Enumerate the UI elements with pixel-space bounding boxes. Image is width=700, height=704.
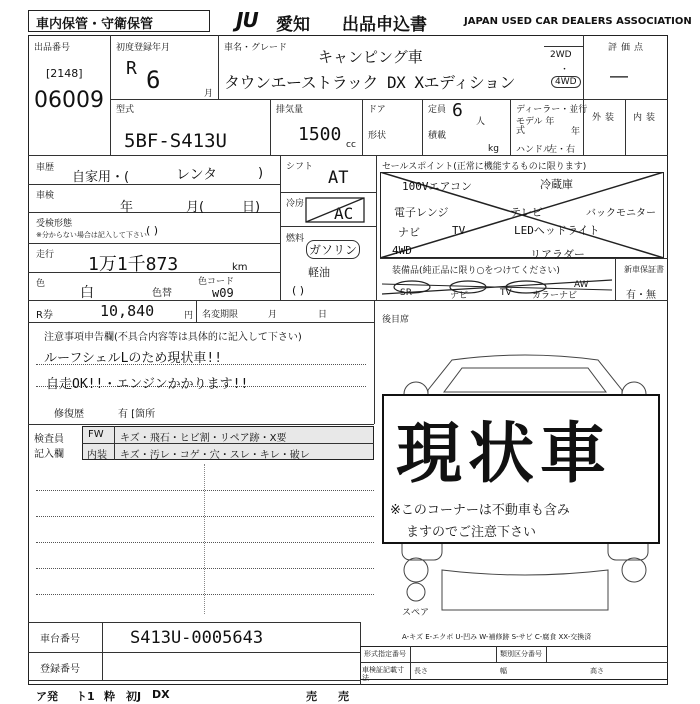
drive-dot: ・: [560, 65, 570, 75]
drive-2wd: 2WD: [550, 50, 572, 60]
ac-strike-mark: [304, 196, 366, 224]
footer-item: DX: [152, 688, 170, 701]
color-code-label: 色コード: [198, 277, 235, 287]
sales-point-item: LEDヘッドライト: [514, 224, 600, 237]
damage-legend: A-キズ E-エクボ U-凹み W-補修跡 S-サビ C-腐食 XX-交換済: [402, 633, 592, 641]
inspection-year: 年: [120, 200, 134, 215]
car-name-label: 車名・グレード: [224, 43, 288, 53]
inspection-label: 車検: [36, 191, 55, 201]
capacity-value: 6: [452, 100, 463, 121]
sales-point-item: 100Vエアコン: [402, 180, 472, 193]
inspection-month: 月(: [186, 200, 205, 215]
acceptance-label: 受検形態: [36, 219, 73, 229]
as-is-title: 現状車: [396, 415, 612, 492]
displacement-unit: cc: [346, 140, 356, 150]
storage-label: 車内保管・守衛保管: [36, 17, 154, 32]
fuel-value: ガソリン: [306, 240, 360, 259]
registration-year: 6: [146, 66, 161, 94]
lot-bracket-number: [2148]: [46, 67, 83, 80]
footer-item: 粋: [104, 690, 115, 703]
inspector-label-2: 記入欄: [34, 449, 64, 460]
car-name-line1: キャンピング車: [318, 48, 423, 66]
inspector-row1-text: キズ・飛石・ヒビ割・リペア跡・X要: [120, 433, 287, 444]
dealer-label: ディーラー・並行: [516, 105, 588, 115]
notes-line1: ルーフシェルLのため現状車!!: [44, 351, 223, 366]
spec-size-label: 車検証記載寸法: [362, 666, 404, 682]
repair-value: 有 [箇所: [118, 409, 156, 420]
footer-item: ア発: [36, 690, 58, 703]
footer-item: 売: [338, 690, 349, 703]
spec-width: 幅: [500, 667, 507, 675]
model-year-suffix: 年: [571, 127, 581, 137]
sales-point-item: 冷蔵庫: [540, 178, 573, 191]
equipment-item: ナビ: [450, 291, 469, 301]
displacement-label: 排気量: [276, 105, 304, 115]
chassis-value: S413U-0005643: [130, 628, 264, 648]
drive-4wd: 4WD: [551, 76, 581, 88]
inspector-row2-text: キズ・汚レ・コゲ・穴・スレ・キレ・破レ: [120, 450, 310, 461]
color-code-value: w09: [212, 286, 234, 300]
equipment-item: カラーナビ: [532, 291, 578, 301]
fuel-diesel: 軽油: [308, 266, 330, 279]
registration-month-suffix: 月: [204, 89, 214, 99]
name-change-day: 日: [318, 310, 328, 320]
acceptance-value: ( ): [146, 224, 159, 237]
color-repaint-label: 色替: [152, 288, 172, 299]
name-change-label: 名変期限: [202, 310, 239, 320]
repair-label: 修復歴: [54, 409, 84, 420]
color-label: 色: [36, 279, 46, 289]
load-unit: kg: [488, 144, 499, 154]
form-title: 出品申込書: [342, 15, 427, 35]
recycle-unit: 円: [184, 311, 194, 321]
fuel-label: 燃料: [286, 234, 305, 244]
rating-label: 評価点: [608, 43, 648, 53]
shift-value: AT: [328, 168, 349, 188]
as-is-note-line1: ※このコーナーは不動車も含み: [390, 503, 570, 518]
warranty-value: 有・無: [626, 290, 656, 301]
lot-number: 06009: [34, 88, 104, 113]
color-value: 白: [80, 285, 94, 301]
recycle-label: R券: [36, 310, 53, 321]
spec-shape-label: 形式指定番号: [364, 650, 406, 658]
footer-item: 初J: [126, 690, 142, 703]
handle-value: 左・右: [548, 145, 576, 155]
inspector-row1-head: FW: [88, 429, 104, 440]
rating-value: ―: [610, 66, 628, 87]
model-label: 型式: [116, 105, 135, 115]
model-value: 5BF-S413U: [124, 130, 227, 152]
ju-logo: JU: [236, 8, 258, 32]
notes-label: 注意事項申告欄(不具合内容等は具体的に記入して下さい): [44, 332, 302, 343]
spare-label: スペア: [402, 608, 430, 618]
footer-item: ト1: [76, 690, 95, 703]
org-name: 愛知: [276, 15, 310, 35]
ac-value: AC: [334, 204, 354, 223]
mileage-label: 走行: [36, 250, 55, 260]
capacity-unit: 人: [476, 117, 486, 127]
shift-label: シフト: [286, 162, 314, 172]
doors-label: ドア: [368, 105, 386, 115]
org-english: JAPAN USED CAR DEALERS ASSOCIATION: [464, 16, 692, 27]
name-change-month: 月: [268, 310, 278, 320]
equipment-item: AW: [574, 280, 589, 290]
history-label: 車歴: [36, 163, 55, 173]
inspector-row2-head: 内装: [87, 450, 107, 461]
as-is-note-line2: ますのでご注意下さい: [406, 525, 537, 540]
car-name-line2: タウンエーストラック DX Xエディション: [224, 73, 515, 92]
fuel-paren: ( ): [292, 284, 305, 297]
spec-class-label: 類別区分番号: [500, 650, 542, 658]
acceptance-note: ※分からない場合は記入して下さい: [36, 231, 147, 239]
sales-point-item: リアラダー: [530, 248, 585, 261]
spec-length: 長さ: [414, 667, 428, 675]
inspection-date: 日): [242, 200, 261, 215]
reg-number-label: 登録番号: [40, 664, 80, 675]
equipment-label: 装備品(純正品に限り○をつけてください): [392, 266, 560, 276]
notes-line2: 自走OK!!・エンジンかかります!!: [46, 377, 249, 392]
ac-label: 冷房: [286, 199, 305, 209]
history-printed: 自家用・(: [72, 170, 130, 185]
capacity-label: 定員: [428, 105, 447, 115]
load-label: 積載: [428, 131, 447, 141]
sales-point-item: 4WD: [392, 244, 412, 257]
equipment-strike-mark: [382, 276, 614, 298]
registration-era: R: [126, 58, 137, 79]
bottom-seat-label: 後目席: [382, 315, 410, 325]
history-written: レンタ: [176, 167, 218, 183]
displacement-value: 1500: [298, 124, 342, 145]
sales-point-item: TV: [452, 224, 466, 237]
shape-label: 形状: [368, 131, 387, 141]
inspector-label-1: 検査員: [34, 434, 64, 445]
equipment-item: SR: [400, 288, 412, 298]
spec-height: 高さ: [590, 667, 604, 675]
chassis-label: 車台番号: [40, 634, 80, 645]
sales-point-item: テレビ: [510, 206, 543, 219]
rating-interior-label: 内装: [633, 113, 660, 123]
sales-point-item: ナビ: [398, 226, 420, 239]
warranty-label: 新車保証書: [624, 265, 664, 274]
equipment-item: TV: [500, 288, 512, 298]
history-close: ): [258, 166, 264, 181]
sales-points-label: セールスポイント(正常に機能するものに限ります): [382, 162, 587, 172]
footer-item: 売: [306, 690, 317, 703]
mileage-unit: km: [232, 262, 248, 273]
sales-point-item: 電子レンジ: [394, 206, 449, 219]
sales-point-item: バックモニター: [586, 208, 656, 219]
rating-exterior-label: 外装: [592, 113, 619, 123]
registration-label: 初度登録年月: [116, 43, 171, 53]
recycle-value: 10,840: [100, 302, 155, 320]
mileage-written: 1万1千873: [88, 254, 179, 275]
lot-label: 出品番号: [34, 43, 71, 53]
handle-label: ハンドル: [516, 145, 553, 155]
model-year-label: モデル 年式: [516, 117, 555, 136]
